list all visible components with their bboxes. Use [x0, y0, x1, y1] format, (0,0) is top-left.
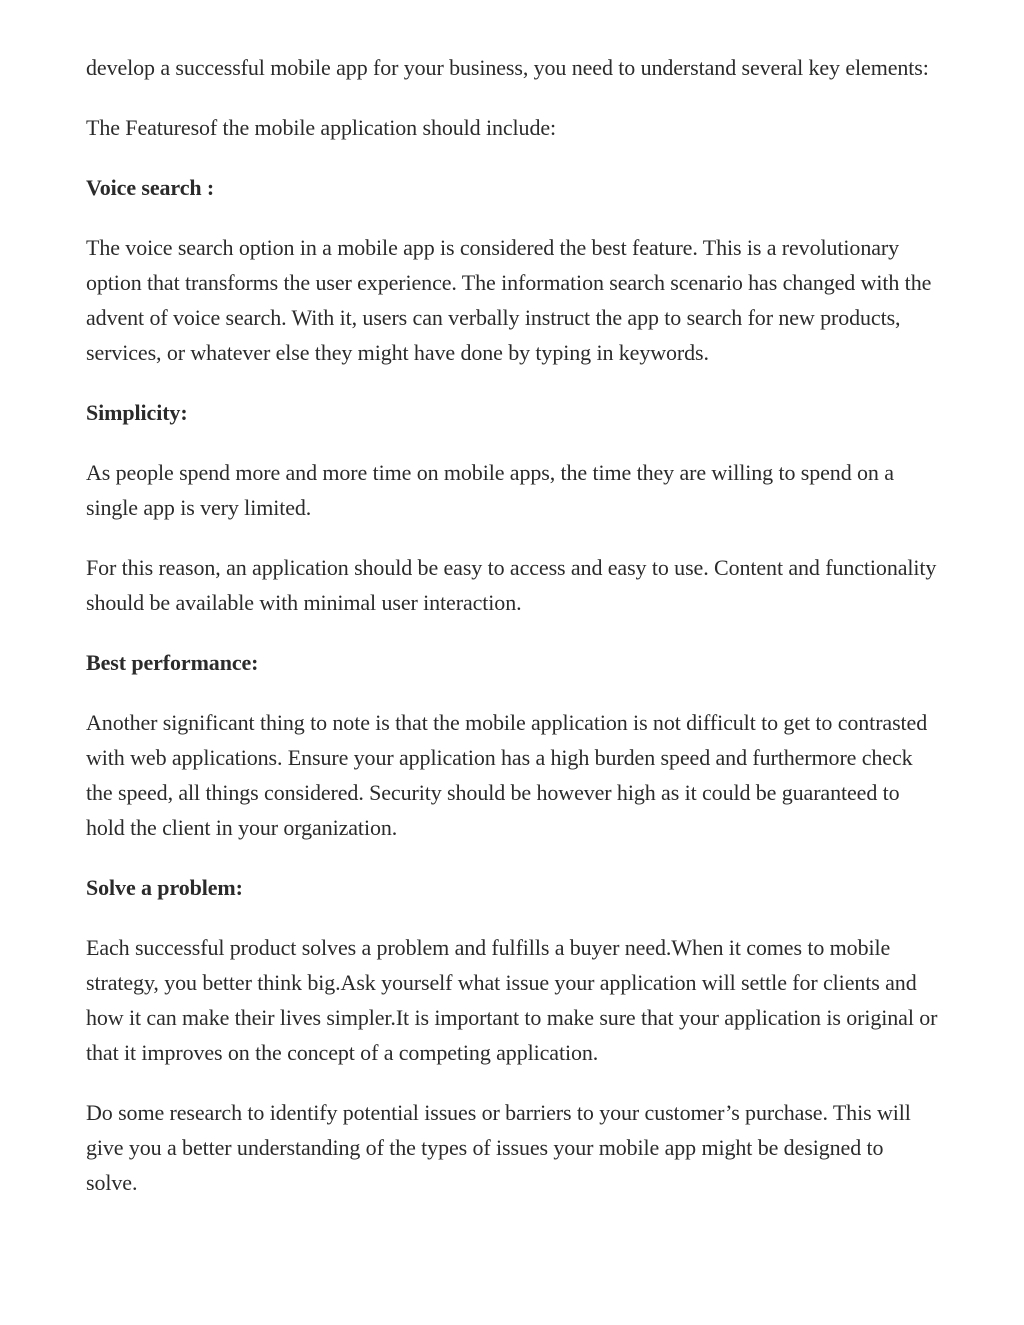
intro-paragraph: develop a successful mobile app for your business, you need to understand several key elements: [86, 55, 929, 80]
solve-problem-paragraph-2: Do some research to identify potential issues or barriers to your customer’s purchase. This will give you a better understanding of the types of issues your mobile app might be designed to solve. [86, 1100, 911, 1195]
solve-problem-heading: Solve a problem: [86, 875, 243, 900]
best-performance-paragraph: Another significant thing to note is that the mobile application is not difficult to get to contrasted with web applications. Ensure your application has a high burden speed and furthermore check the speed, all things considered. Security should be however high as it could be guaranteed to hold the client in your organization. [86, 710, 928, 840]
voice-search-paragraph: The voice search option in a mobile app is considered the best feature. This is a revolutionary option that transforms the user experience. The information search scenario has changed with the advent of voice search. With it, users can verbally instruct the app to search for new products, services, or whatever else they might have done by typing in keywords. [86, 235, 932, 365]
best-performance-heading: Best performance: [86, 650, 259, 675]
solve-problem-paragraph-1: Each successful product solves a problem and fulfills a buyer need.When it comes to mobile strategy, you better think big.Ask yourself what issue your application will settle for clients and how it can make their lives simpler.It is important to make sure that your application is original or that it improves on the concept of a competing application. [86, 935, 938, 1065]
article-body [86, 50, 938, 1225]
simplicity-heading: Simplicity: [86, 400, 188, 425]
simplicity-paragraph-1: As people spend more and more time on mobile apps, the time they are willing to spend on a single app is very limited. [86, 460, 894, 520]
simplicity-paragraph-2: For this reason, an application should be easy to access and easy to use. Content and functionality should be available with minimal user interaction. [86, 555, 937, 615]
voice-search-heading: Voice search : [86, 175, 215, 200]
features-intro-paragraph: The Featuresof the mobile application should include: [86, 115, 557, 140]
